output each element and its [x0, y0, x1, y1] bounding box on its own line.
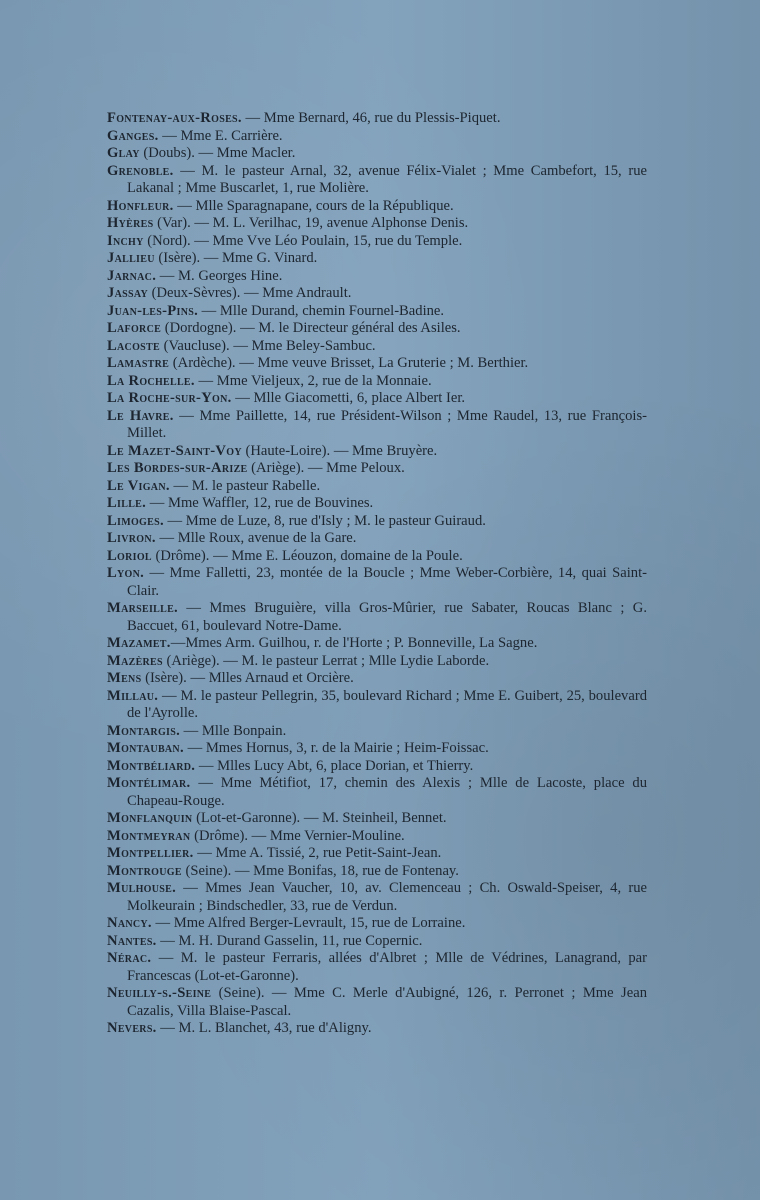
entry-details: (Vaucluse). — Mme Beley-Sambuc.	[159, 337, 376, 354]
place-name: Nancy.	[107, 915, 152, 931]
list-entry	[107, 565, 647, 600]
list-entry	[107, 215, 647, 233]
list-entry	[107, 915, 647, 933]
entry-details: — M. Georges Hine.	[156, 267, 283, 284]
place-name: Montbéliard.	[107, 757, 196, 774]
list-entry	[107, 740, 647, 758]
list-entry	[107, 145, 647, 163]
list-entry	[107, 233, 647, 251]
place-name: La Rochelle.	[107, 372, 195, 389]
place-name: Fontenay-aux-Roses.	[107, 110, 242, 126]
place-name: Hyères	[107, 215, 154, 231]
list-entry	[107, 863, 647, 881]
list-entry	[107, 950, 647, 985]
list-entry	[107, 460, 647, 478]
place-name: Glay	[107, 145, 140, 161]
entry-details: — Mme A. Tissié, 2, rue Petit-Saint-Jean.	[193, 845, 442, 861]
place-name: Lacoste	[107, 337, 160, 354]
list-entry	[107, 828, 647, 846]
place-name: Le Vigan.	[107, 477, 170, 494]
entry-details: (Haute-Loire). — Mme Bruyère.	[241, 442, 438, 459]
list-entry	[107, 128, 647, 146]
place-name: Honfleur.	[107, 197, 174, 214]
address-list	[107, 110, 647, 1038]
place-name: Marseille.	[107, 600, 178, 616]
place-name: Jarnac.	[107, 267, 157, 284]
place-name: Jassay	[107, 285, 148, 301]
entry-details: (Drôme). — Mme E. Léouzon, domaine de la Poule.	[151, 547, 463, 564]
place-name: Mazères	[107, 652, 163, 669]
list-entry	[107, 163, 647, 198]
list-entry	[107, 285, 647, 303]
place-name: Le Havre.	[107, 407, 174, 424]
list-entry	[107, 548, 647, 566]
list-entry	[107, 320, 647, 338]
entry-details: — Mme de Luze, 8, rue d'Isly ; M. le pasteur Guiraud.	[163, 512, 486, 529]
list-entry	[107, 723, 647, 741]
place-name: Lille.	[107, 495, 147, 511]
entry-details: — Mme Vieljeux, 2, rue de la Monnaie.	[194, 372, 432, 389]
list-entry	[107, 810, 647, 828]
entry-details: — Mmes Bruguière, villa Gros-Mûrier, rue Sabater, Roucas Blanc ; G. Baccuet, 61, boulevard Notre-Dame.	[127, 600, 647, 634]
place-name: Inchy	[107, 232, 144, 249]
entry-details: — Mme Falletti, 23, montée de la Boucle ; Mme Weber-Corbière, 14, quai Saint-Clair.	[127, 565, 647, 599]
place-name: Montmeyran	[107, 827, 191, 844]
place-name: Nérac.	[107, 950, 152, 966]
entry-details: (Seine). — Mme Bonifas, 18, rue de Fontenay.	[181, 862, 459, 879]
entry-details: — Mme Bernard, 46, rue du Plessis-Piquet.	[241, 110, 501, 126]
place-name: Loriol	[107, 547, 152, 564]
place-name: Jallieu	[107, 250, 155, 266]
entry-details: (Nord). — Mme Vve Léo Poulain, 15, rue du Temple.	[143, 232, 463, 249]
place-name: La Roche-sur-Yon.	[107, 390, 232, 406]
list-entry	[107, 688, 647, 723]
entry-details: — Mme E. Carrière.	[158, 127, 283, 144]
place-name: Lyon.	[107, 565, 145, 581]
place-name: Ganges.	[107, 127, 159, 144]
place-name: Juan-les-Pins.	[107, 302, 199, 319]
entry-details: (Ardèche). — Mme veuve Brisset, La Gruterie ; M. Berthier.	[169, 355, 529, 371]
list-entry	[107, 1020, 647, 1038]
list-entry	[107, 338, 647, 356]
list-entry	[107, 933, 647, 951]
entry-details: — M. le pasteur Arnal, 32, avenue Félix-Vialet ; Mme Cambefort, 15, rue Lakanal ; Mme Buscarlet, 1, rue Molière.	[127, 162, 647, 196]
list-entry	[107, 635, 647, 653]
list-entry	[107, 268, 647, 286]
entry-details: (Drôme). — Mme Vernier-Mouline.	[190, 827, 405, 844]
entry-details: (Doubs). — Mme Macler.	[139, 145, 296, 161]
entry-details: (Ariège). — M. le pasteur Lerrat ; Mlle Lydie Laborde.	[162, 652, 490, 669]
list-entry	[107, 443, 647, 461]
place-name: Monflanquin	[107, 810, 193, 826]
list-entry	[107, 985, 647, 1020]
entry-details: — Mlle Sparagnapane, cours de la République.	[173, 197, 454, 214]
entry-details: (Ariège). — Mme Peloux.	[247, 460, 405, 476]
list-entry	[107, 530, 647, 548]
place-name: Le Mazet-Saint-Voy	[107, 442, 242, 459]
list-entry	[107, 670, 647, 688]
place-name: Neuilly-s.-Seine	[107, 985, 212, 1001]
list-entry	[107, 495, 647, 513]
list-entry	[107, 513, 647, 531]
entry-details: — Mme Waffler, 12, rue de Bouvines.	[146, 495, 374, 511]
place-name: Mazamet.	[107, 635, 171, 651]
place-name: Montpellier.	[107, 845, 194, 861]
list-entry	[107, 110, 647, 128]
entry-details: (Deux-Sèvres). — Mme Andrault.	[147, 285, 352, 301]
place-name: Montauban.	[107, 740, 184, 756]
entry-details: — M. le pasteur Rabelle.	[169, 477, 321, 494]
entry-details: — Mme Paillette, 14, rue Président-Wilson ; Mme Raudel, 13, rue François-Millet.	[127, 407, 647, 441]
place-name: Laforce	[107, 320, 162, 336]
list-entry	[107, 355, 647, 373]
list-entry	[107, 653, 647, 671]
list-entry	[107, 373, 647, 391]
list-entry	[107, 303, 647, 321]
entry-details: — Mmes Jean Vaucher, 10, av. Clemenceau ; Ch. Oswald-Speiser, 4, rue Molkeurain ; Bindschedler, 33, rue de Verdun.	[127, 880, 647, 914]
entry-details: (Dordogne). — M. le Directeur général des Asiles.	[161, 320, 461, 336]
entry-details: (Seine). — Mme C. Merle d'Aubigné, 126, r. Perronet ; Mme Jean Cazalis, Villa Blaise-Pascal.	[127, 985, 647, 1019]
place-name: Limoges.	[107, 512, 164, 529]
entry-details: (Lot-et-Garonne). — M. Steinheil, Bennet.	[192, 810, 447, 826]
place-name: Nevers.	[107, 1020, 157, 1036]
entry-details: — Mme Métifiot, 17, chemin des Alexis ; Mlle de Lacoste, place du Chapeau-Rouge.	[127, 775, 647, 809]
place-name: Montélimar.	[107, 775, 191, 791]
entry-details: —Mmes Arm. Guilhou, r. de l'Horte ; P. Bonneville, La Sagne.	[170, 635, 538, 651]
entry-details: (Isère). — Mlles Arnaud et Orcière.	[141, 670, 354, 686]
entry-details: (Isère). — Mme G. Vinard.	[154, 250, 318, 266]
entry-details: — Mlles Lucy Abt, 6, place Dorian, et Thierry.	[195, 757, 474, 774]
list-entry	[107, 408, 647, 443]
list-entry	[107, 845, 647, 863]
list-entry	[107, 478, 647, 496]
place-name: Nantes.	[107, 932, 157, 949]
entry-details: — M. L. Blanchet, 43, rue d'Aligny.	[156, 1020, 372, 1036]
place-name: Grenoble.	[107, 162, 174, 179]
place-name: Millau.	[107, 687, 159, 704]
list-entry	[107, 600, 647, 635]
entry-details: (Var). — M. L. Verilhac, 19, avenue Alphonse Denis.	[153, 215, 469, 231]
entry-details: — Mlle Durand, chemin Fournel-Badine.	[198, 302, 445, 319]
place-name: Livron.	[107, 530, 156, 546]
entry-details: — Mmes Hornus, 3, r. de la Mairie ; Heim-Foissac.	[183, 740, 489, 756]
list-entry	[107, 250, 647, 268]
list-entry	[107, 390, 647, 408]
place-name: Montrouge	[107, 862, 182, 879]
place-name: Les Bordes-sur-Arize	[107, 460, 248, 476]
entry-details: — M. H. Durand Gasselin, 11, rue Copernic.	[156, 932, 423, 949]
place-name: Mens	[107, 670, 142, 686]
list-entry	[107, 880, 647, 915]
place-name: Lamastre	[107, 355, 170, 371]
place-name: Mulhouse.	[107, 880, 177, 896]
list-entry	[107, 775, 647, 810]
list-entry	[107, 758, 647, 776]
entry-details: — Mlle Roux, avenue de la Gare.	[155, 530, 357, 546]
entry-details: — Mlle Bonpain.	[180, 722, 287, 739]
entry-details: — M. le pasteur Pellegrin, 35, boulevard Richard ; Mme E. Guibert, 25, boulevard de l'Ayrolle.	[127, 687, 647, 721]
list-entry	[107, 198, 647, 216]
entry-details: — M. le pasteur Ferraris, allées d'Albret ; Mlle de Védrines, Lanagrand, par Francescas (Lot-et-Garonne).	[127, 950, 647, 984]
entry-details: — Mlle Giacometti, 6, place Albert Ier.	[231, 390, 466, 406]
entry-details: — Mme Alfred Berger-Levrault, 15, rue de Lorraine.	[151, 915, 466, 931]
place-name: Montargis.	[107, 722, 181, 739]
